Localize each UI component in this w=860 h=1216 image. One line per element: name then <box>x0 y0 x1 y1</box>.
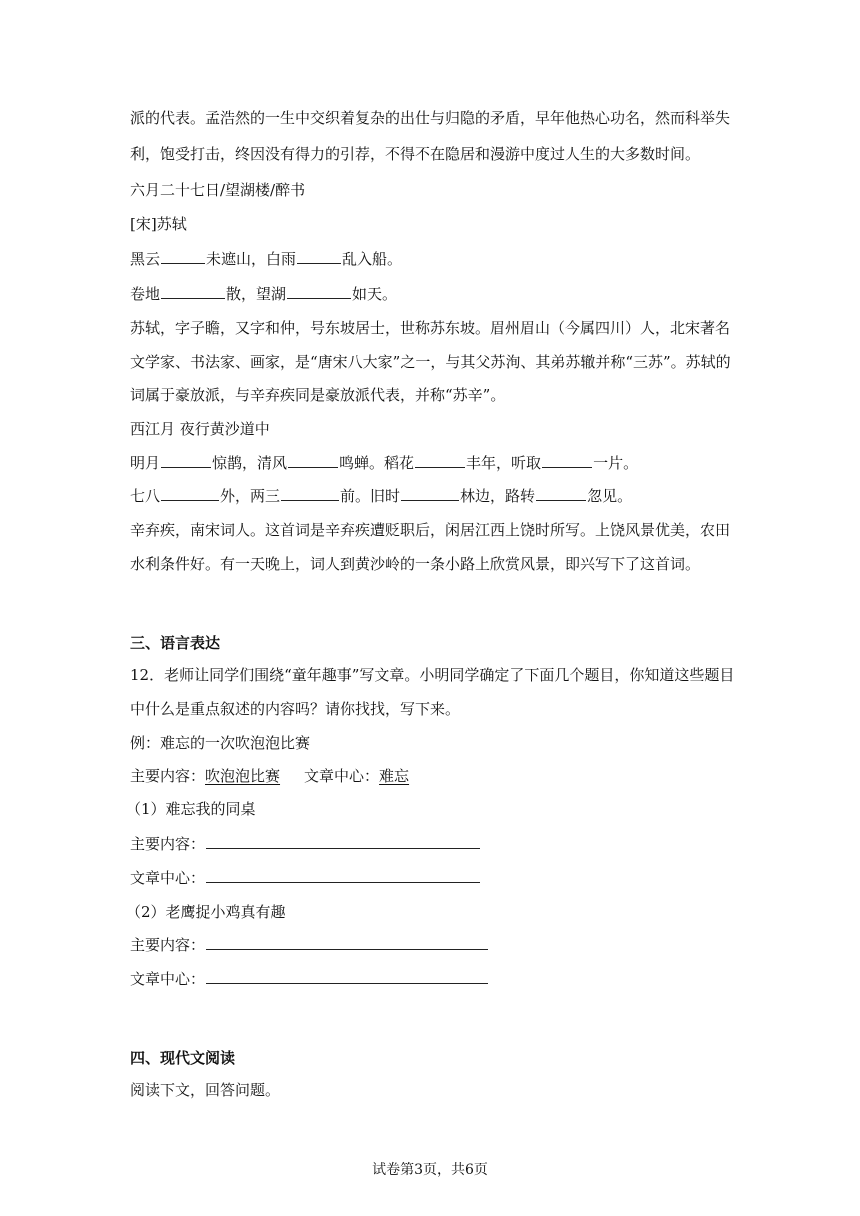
fill-blank[interactable] <box>415 453 465 468</box>
answer-blank[interactable] <box>206 868 480 883</box>
poem-text: 外，两三 <box>220 487 281 505</box>
center-label: 文章中心： <box>304 767 380 785</box>
fill-blank[interactable] <box>281 486 339 501</box>
poem-text: 散，望湖 <box>226 285 287 303</box>
poem-text: 一片。 <box>593 454 639 472</box>
poem-text: 黑云 <box>130 250 161 268</box>
fill-blank[interactable] <box>161 249 205 264</box>
poem-text: 惊鹊，清风 <box>212 454 288 472</box>
poem-text: 如天。 <box>352 285 398 303</box>
fill-blank[interactable] <box>287 284 351 299</box>
poem-line <box>130 249 402 269</box>
poem-text: 七八 <box>130 487 161 505</box>
answer-row <box>130 834 481 854</box>
answer-row <box>130 969 489 989</box>
fill-blank[interactable] <box>401 486 459 501</box>
poem-text: 明月 <box>130 454 161 472</box>
item-title: （2）老鹰捉小鸡真有趣 <box>126 903 286 921</box>
fill-blank[interactable] <box>542 453 592 468</box>
fill-blank[interactable] <box>297 249 341 264</box>
page-footer: 试卷第3页，共6页 <box>372 1162 488 1178</box>
paragraph-line: 利，饱受打击，终因没有得力的引荐，不得不在隐居和漫游中度过人生的大多数时间。 <box>130 145 701 163</box>
center-label: 文章中心： <box>130 869 206 887</box>
example-answer <box>130 766 409 786</box>
poem-text: 卷地 <box>130 285 161 303</box>
question-line: 12．老师让同学们围绕“童年趣事”写文章。小明同学确定了下面几个题目，你知道这些题目 <box>130 666 735 684</box>
answer-blank[interactable] <box>206 834 480 849</box>
fill-blank[interactable] <box>161 453 211 468</box>
main-content-label: 主要内容： <box>130 767 206 785</box>
poem-text: 前。旧时 <box>340 487 401 505</box>
center-label: 文章中心： <box>130 970 206 988</box>
fill-blank[interactable] <box>288 453 338 468</box>
main-content-value: 吹泡泡比赛 <box>205 767 281 785</box>
main-content-label: 主要内容： <box>130 835 206 853</box>
paragraph-line: 派的代表。孟浩然的一生中交织着复杂的出仕与归隐的矛盾，早年他热心功名，然而科举失 <box>130 109 731 127</box>
fill-blank[interactable] <box>161 284 225 299</box>
poem-line <box>130 284 397 304</box>
paragraph-line: 词属于豪放派，与辛弃疾同是豪放派代表，并称“苏辛”。 <box>130 386 506 404</box>
answer-row <box>130 935 489 955</box>
poem-text: 忽见。 <box>587 487 633 505</box>
question-line: 中什么是重点叙述的内容吗？请你找找，写下来。 <box>130 700 461 718</box>
answer-row <box>130 868 481 888</box>
paragraph-line: 文学家、书法家、画家，是“唐宋八大家”之一，与其父苏洵、其弟苏辙并称“三苏”。苏轼的 <box>130 353 731 371</box>
poem-text: 乱入船。 <box>342 250 403 268</box>
poem-line <box>130 486 632 506</box>
paragraph-line: 辛弃疾，南宋词人。这首词是辛弃疾遭贬职后，闲居江西上饶时所写。上饶风景优美，农田 <box>130 521 731 539</box>
answer-blank[interactable] <box>206 969 488 984</box>
poem-text: 丰年，听取 <box>466 454 542 472</box>
section-heading: 四、现代文阅读 <box>130 1049 236 1067</box>
center-value: 难忘 <box>379 767 410 785</box>
poem-title: 西江月 夜行黄沙道中 <box>130 420 270 438</box>
poem-text: 林边，路转 <box>460 487 536 505</box>
answer-blank[interactable] <box>206 935 488 950</box>
fill-blank[interactable] <box>161 486 219 501</box>
paragraph-line: 水利条件好。有一天晚上，词人到黄沙岭的一条小路上欣赏风景，即兴写下了这首词。 <box>130 555 701 573</box>
poem-text: 未遮山，白雨 <box>206 250 297 268</box>
poem-title: 六月二十七日/望湖楼/醉书 <box>130 181 306 199</box>
instruction: 阅读下文，回答问题。 <box>130 1081 281 1099</box>
item-title: （1）难忘我的同桌 <box>126 800 256 818</box>
poem-line <box>130 453 638 473</box>
poem-author: [宋]苏轼 <box>130 215 187 233</box>
example-title: 例：难忘的一次吹泡泡比赛 <box>130 734 311 752</box>
fill-blank[interactable] <box>536 486 586 501</box>
main-content-label: 主要内容： <box>130 936 206 954</box>
section-heading: 三、语言表达 <box>130 634 221 652</box>
paragraph-line: 苏轼，字子瞻，又字和仲，号东坡居士，世称苏东坡。眉州眉山（今属四川）人，北宋著名 <box>130 319 731 337</box>
poem-text: 鸣蝉。稻花 <box>339 454 415 472</box>
